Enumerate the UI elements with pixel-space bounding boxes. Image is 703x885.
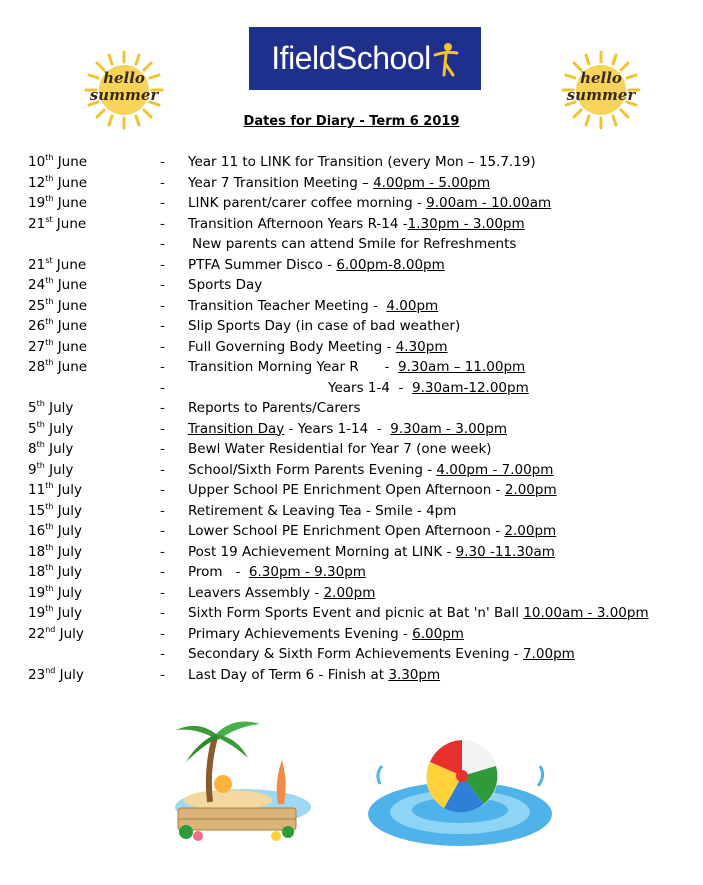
- date-suffix: th: [45, 501, 54, 511]
- event-text: Transition Morning Year R -: [188, 359, 398, 375]
- diary-event: [188, 214, 525, 235]
- diary-separator: -: [160, 256, 165, 273]
- date-month: June: [57, 297, 88, 314]
- date-day: 12: [28, 174, 46, 191]
- diary-date: [28, 562, 82, 583]
- logo-figure-icon: [433, 41, 459, 77]
- date-day: 18: [28, 543, 46, 560]
- diary-row: [28, 603, 688, 624]
- diary-date: [28, 214, 86, 235]
- event-time: 6.00pm: [412, 625, 464, 642]
- date-suffix: th: [45, 317, 54, 326]
- date-month: July: [49, 400, 74, 416]
- diary-separator: -: [160, 482, 165, 498]
- diary-separator: -: [160, 441, 165, 457]
- event-text: Transition Afternoon Years R-14 -: [188, 215, 408, 232]
- diary-date: [28, 439, 73, 460]
- diary-separator: -: [160, 379, 165, 396]
- event-time: 6.30pm - 9.30pm: [248, 564, 366, 580]
- diary-event: [188, 521, 556, 542]
- date-day: 19: [28, 584, 46, 601]
- event-time: 2.00pm: [504, 482, 557, 498]
- diary-row: [28, 296, 688, 317]
- date-month: June: [57, 195, 88, 211]
- diary-event: [188, 152, 536, 173]
- event-text: Sports Day: [188, 277, 263, 293]
- date-day: 15: [28, 502, 46, 519]
- diary-separator: -: [160, 154, 165, 170]
- hello-summer-text: hello summer: [566, 69, 636, 104]
- diary-event: [188, 480, 557, 501]
- diary-date: [28, 542, 82, 563]
- date-suffix: th: [45, 173, 54, 183]
- event-time: 9.30 -11.30am: [455, 543, 555, 560]
- diary-date: [28, 152, 87, 173]
- date-day: 26: [28, 318, 46, 334]
- event-text: Year 7 Transition Meeting –: [188, 174, 374, 191]
- date-suffix: th: [45, 337, 54, 347]
- diary-date: [28, 419, 73, 440]
- date-suffix: th: [45, 522, 54, 531]
- diary-event: [192, 234, 516, 255]
- diary-event: [188, 275, 262, 296]
- diary-row: [28, 255, 688, 276]
- date-suffix: th: [45, 153, 54, 162]
- date-suffix: th: [45, 481, 54, 490]
- diary-row: [28, 398, 688, 419]
- diary-separator: -: [160, 174, 165, 191]
- event-text: PTFA Summer Disco -: [188, 256, 337, 273]
- date-month: June: [57, 318, 88, 334]
- date-day: 25: [28, 297, 46, 314]
- diary-separator: -: [160, 564, 165, 580]
- diary-date: [28, 255, 86, 276]
- date-suffix: th: [36, 399, 45, 408]
- date-suffix: th: [45, 296, 54, 306]
- date-suffix: th: [36, 460, 45, 470]
- date-month: July: [57, 523, 82, 539]
- diary-list: [28, 152, 688, 685]
- diary-event: [328, 378, 529, 399]
- diary-row: [28, 562, 688, 583]
- diary-event: [188, 419, 507, 440]
- event-text: Leavers Assembly -: [188, 584, 324, 601]
- diary-event: [188, 316, 460, 337]
- event-time: 3.30pm: [388, 666, 441, 683]
- event-time: 4.30pm: [395, 338, 448, 355]
- event-text: Post 19 Achievement Morning at LINK -: [188, 543, 456, 560]
- date-month: July: [49, 420, 74, 437]
- event-text: Years 1-4 -: [328, 379, 412, 396]
- event-time: Transition Day: [188, 420, 285, 437]
- date-day: 28: [28, 359, 46, 375]
- diary-event: [188, 644, 575, 665]
- date-day: 19: [28, 195, 46, 211]
- event-text: Primary Achievements Evening -: [188, 625, 413, 642]
- diary-row: [28, 480, 688, 501]
- diary-separator: -: [160, 400, 165, 416]
- date-suffix: th: [45, 542, 54, 552]
- event-time: 9.00am - 10.00am: [426, 195, 552, 211]
- beach-ball-icon: [360, 714, 555, 849]
- diary-date: [28, 275, 87, 296]
- diary-separator: -: [160, 338, 165, 355]
- date-day: 5: [28, 420, 37, 437]
- diary-event: [188, 255, 445, 276]
- date-day: 18: [28, 564, 46, 580]
- diary-row: [28, 214, 688, 235]
- event-text: Bewl Water Residential for Year 7 (one week): [188, 441, 492, 457]
- date-suffix: nd: [45, 624, 56, 634]
- date-month: July: [59, 625, 84, 642]
- date-day: 16: [28, 523, 46, 539]
- diary-date: [28, 480, 82, 501]
- diary-event: [188, 398, 361, 419]
- event-text: Sixth Form Sports Event and picnic at Bat 'n' Ball: [188, 605, 524, 621]
- diary-event: [188, 439, 492, 460]
- date-day: 5: [28, 400, 37, 416]
- date-day: 21: [28, 256, 46, 273]
- event-text: Transition Teacher Meeting -: [188, 297, 387, 314]
- date-suffix: th: [45, 563, 54, 572]
- date-day: 9: [28, 461, 37, 478]
- diary-separator: -: [160, 359, 165, 375]
- event-text: Upper School PE Enrichment Open Afternoon -: [188, 482, 505, 498]
- diary-event: [188, 583, 375, 604]
- diary-event: [188, 173, 490, 194]
- diary-row: [28, 234, 688, 255]
- diary-date: [28, 583, 82, 604]
- event-text: - Years 1-14 -: [284, 420, 391, 437]
- event-text: Secondary & Sixth Form Achievements Evening -: [188, 646, 524, 662]
- school-logo: [249, 27, 481, 90]
- diary-date: [28, 173, 87, 194]
- diary-date: [28, 296, 87, 317]
- date-day: 8: [28, 441, 37, 457]
- date-day: 11: [28, 482, 46, 498]
- event-time: 7.00pm: [523, 646, 575, 662]
- date-month: June: [57, 174, 88, 191]
- diary-separator: -: [160, 646, 165, 662]
- date-suffix: nd: [45, 665, 56, 675]
- diary-row: [28, 173, 688, 194]
- diary-separator: -: [160, 195, 165, 211]
- page-title: Dates for Diary - Term 6 2019: [243, 114, 460, 129]
- event-text: Last Day of Term 6 - Finish at: [188, 666, 389, 683]
- event-text: Year 11 to LINK for Transition (every Mon – 15.7.19): [188, 154, 536, 170]
- event-text: Lower School PE Enrichment Open Afternoon -: [188, 523, 505, 539]
- event-text: Full Governing Body Meeting -: [188, 338, 396, 355]
- event-time: 9.30am-12.00pm: [412, 379, 529, 396]
- diary-date: [28, 460, 73, 481]
- diary-event: [188, 542, 555, 563]
- event-text: Slip Sports Day (in case of bad weather): [188, 318, 461, 334]
- date-day: 10: [28, 154, 46, 170]
- diary-separator: -: [160, 666, 165, 683]
- event-text: Retirement & Leaving Tea - Smile - 4pm: [188, 502, 457, 519]
- palm-island-icon: [168, 712, 318, 847]
- event-time: 9.30am – 11.00pm: [397, 359, 526, 375]
- diary-event: [188, 562, 366, 583]
- diary-separator: -: [160, 236, 165, 252]
- diary-row: [28, 665, 688, 686]
- date-day: 24: [28, 277, 46, 293]
- diary-event: [188, 501, 456, 522]
- diary-row: [28, 542, 688, 563]
- diary-row: [28, 357, 688, 378]
- date-month: July: [57, 564, 82, 580]
- diary-event: [188, 460, 553, 481]
- event-time: 6.00pm-8.00pm: [336, 256, 445, 273]
- event-text: LINK parent/carer coffee morning -: [188, 195, 427, 211]
- date-month: July: [57, 605, 82, 621]
- diary-separator: -: [160, 502, 165, 519]
- date-month: July: [57, 502, 82, 519]
- hello-summer-text: hello summer: [89, 69, 159, 104]
- diary-separator: -: [160, 277, 165, 293]
- diary-event: [188, 296, 438, 317]
- diary-row: [28, 316, 688, 337]
- diary-separator: -: [160, 297, 165, 314]
- date-suffix: th: [45, 604, 54, 613]
- diary-event: [188, 624, 464, 645]
- diary-date: [28, 603, 82, 624]
- diary-row: [28, 644, 688, 665]
- logo-text: IfieldSchool: [271, 40, 431, 76]
- event-time: 2.00pm: [323, 584, 376, 601]
- diary-row: [28, 501, 688, 522]
- diary-row: [28, 521, 688, 542]
- diary-row: [28, 419, 688, 440]
- event-text: Reports to Parents/Carers: [188, 400, 361, 416]
- date-month: July: [49, 441, 74, 457]
- date-day: 23: [28, 666, 46, 683]
- date-month: July: [57, 584, 82, 601]
- diary-separator: -: [160, 523, 165, 539]
- diary-row: [28, 624, 688, 645]
- date-suffix: st: [45, 255, 53, 265]
- diary-event: [188, 193, 551, 214]
- date-month: July: [49, 461, 74, 478]
- diary-date: [28, 357, 87, 378]
- date-month: June: [57, 277, 88, 293]
- diary-separator: -: [160, 543, 165, 560]
- diary-separator: -: [160, 605, 165, 621]
- date-month: July: [57, 482, 82, 498]
- diary-separator: -: [160, 318, 165, 334]
- diary-row: [28, 337, 688, 358]
- diary-separator: -: [160, 461, 165, 478]
- diary-separator: -: [160, 584, 165, 601]
- event-text: School/Sixth Form Parents Evening -: [188, 461, 437, 478]
- diary-row: [28, 152, 688, 173]
- diary-separator: -: [160, 420, 165, 437]
- date-month: July: [59, 666, 84, 683]
- diary-event: [188, 665, 440, 686]
- date-day: 19: [28, 605, 46, 621]
- date-suffix: th: [45, 194, 54, 203]
- diary-date: [28, 521, 82, 542]
- diary-date: [28, 624, 84, 645]
- date-month: June: [57, 154, 88, 170]
- diary-separator: -: [160, 215, 165, 232]
- date-suffix: th: [45, 358, 54, 367]
- diary-row: [28, 378, 688, 399]
- diary-date: [28, 316, 87, 337]
- diary-date: [28, 665, 84, 686]
- date-suffix: th: [36, 419, 45, 429]
- diary-row: [28, 583, 688, 604]
- event-time: 4.00pm: [386, 297, 439, 314]
- date-month: June: [56, 215, 87, 232]
- diary-event: [188, 603, 649, 624]
- date-month: June: [57, 359, 88, 375]
- date-day: 22: [28, 625, 46, 642]
- diary-row: [28, 439, 688, 460]
- diary-separator: -: [160, 625, 165, 642]
- diary-row: [28, 275, 688, 296]
- diary-row: [28, 460, 688, 481]
- date-day: 21: [28, 215, 46, 232]
- event-time: 10.00am - 3.00pm: [523, 605, 649, 621]
- date-suffix: th: [45, 583, 54, 593]
- date-day: 27: [28, 338, 46, 355]
- date-month: June: [57, 338, 88, 355]
- diary-row: [28, 193, 688, 214]
- diary-date: [28, 501, 82, 522]
- diary-event: [188, 357, 525, 378]
- event-time: 4.00pm - 5.00pm: [373, 174, 491, 191]
- date-month: July: [57, 543, 82, 560]
- event-text: Prom -: [188, 564, 249, 580]
- diary-event: [188, 337, 447, 358]
- date-suffix: st: [45, 214, 53, 224]
- event-time: 2.00pm: [504, 523, 557, 539]
- diary-date: [28, 398, 73, 419]
- date-month: June: [56, 256, 87, 273]
- event-time: 9.30am - 3.00pm: [390, 420, 507, 437]
- date-suffix: th: [36, 440, 45, 449]
- event-text: New parents can attend Smile for Refreshments: [192, 236, 517, 252]
- diary-date: [28, 337, 87, 358]
- diary-date: [28, 193, 87, 214]
- date-suffix: th: [45, 276, 54, 285]
- event-time: 1.30pm - 3.00pm: [407, 215, 525, 232]
- event-time: 4.00pm - 7.00pm: [436, 461, 554, 478]
